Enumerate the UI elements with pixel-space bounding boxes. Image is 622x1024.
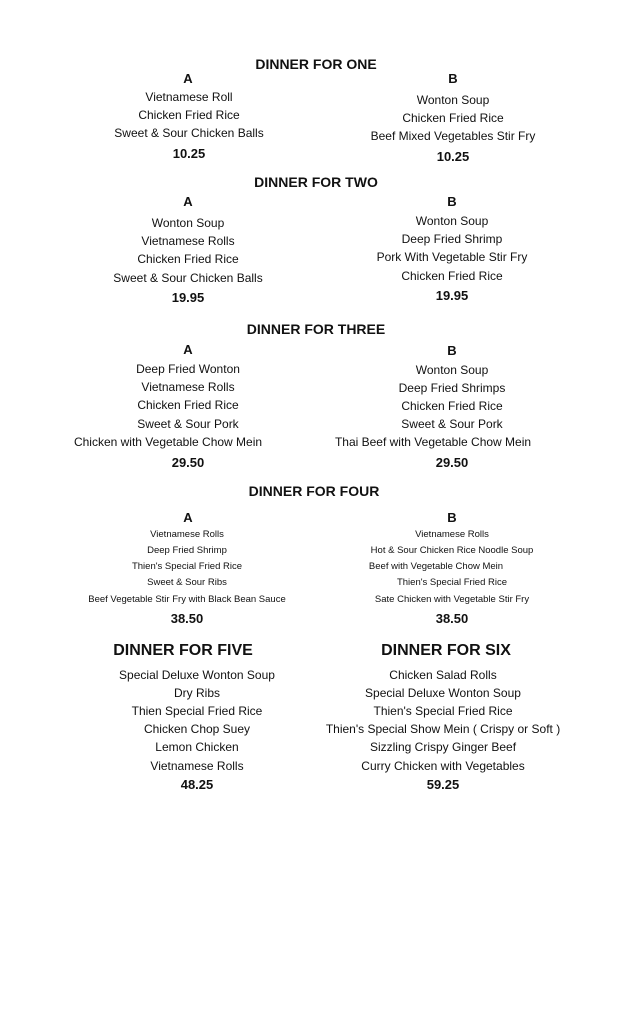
menu-item: Chicken Fried Rice (137, 252, 239, 266)
menu-item: Wonton Soup (415, 214, 489, 228)
menu-item: Thai Beef with Vegetable Chow Mein (334, 435, 532, 449)
menu-item: Wonton Soup (151, 216, 225, 230)
menu-item: Sweet & Sour Chicken Balls (113, 271, 263, 285)
option-label-a: A (183, 194, 193, 209)
menu-item: Chicken Fried Rice (401, 399, 503, 413)
menu-item: Sizzling Crispy Ginger Beef (369, 740, 517, 754)
menu-item: Sweet & Sour Chicken Balls (114, 126, 264, 140)
menu-item: Special Deluxe Wonton Soup (119, 668, 275, 682)
menu-item: Beef Mixed Vegetables Stir Fry (370, 129, 536, 143)
menu-item: Special Deluxe Wonton Soup (365, 686, 521, 700)
menu-item: Chicken Chop Suey (143, 722, 251, 736)
menu-item: Vietnamese Rolls (415, 529, 489, 540)
menu-item: Vietnamese Rolls (150, 759, 244, 773)
menu-item: Beef Vegetable Stir Fry with Black Bean Sauce (88, 594, 286, 605)
menu-item: Chicken Fried Rice (138, 108, 240, 122)
menu-item: Chicken Fried Rice (401, 269, 503, 283)
menu-item: Vietnamese Rolls (141, 380, 235, 394)
menu-item: Sweet & Sour Pork (401, 417, 503, 431)
option-label-b: B (447, 343, 457, 358)
section-title-dinner-for-two: DINNER FOR TWO (254, 174, 378, 190)
menu-item: Chicken with Vegetable Chow Mein (73, 435, 263, 449)
menu-item: Thien's Special Fried Rice (373, 704, 513, 718)
menu-item: Deep Fried Wonton (136, 362, 240, 376)
price: 19.95 (171, 290, 205, 305)
menu-item: Vietnamese Roll (145, 90, 233, 104)
menu-item: Hot & Sour Chicken Rice Noodle Soup (370, 545, 534, 556)
option-label-b: B (447, 194, 457, 209)
menu-item: Chicken Salad Rolls (389, 668, 497, 682)
menu-item: Sate Chicken with Vegetable Stir Fry (374, 594, 530, 605)
menu-item: Thien Special Fried Rice (131, 704, 263, 718)
menu-item: Deep Fried Shrimp (147, 545, 227, 556)
price: 10.25 (172, 146, 206, 161)
option-label-b: B (447, 510, 457, 525)
menu-item: Beef with Vegetable Chow Mein (368, 561, 504, 572)
menu-item: Pork With Vegetable Stir Fry (376, 250, 528, 264)
menu-item: Wonton Soup (415, 363, 489, 377)
menu-item: Vietnamese Rolls (150, 529, 224, 540)
price: 59.25 (426, 777, 460, 792)
section-title-dinner-for-three: DINNER FOR THREE (246, 321, 386, 337)
menu-item: Thien's Special Fried Rice (396, 577, 508, 588)
option-label-a: A (183, 342, 193, 357)
menu-item: Sweet & Sour Pork (137, 417, 239, 431)
menu-item: Sweet & Sour Ribs (147, 577, 227, 588)
section-title-dinner-for-six: DINNER FOR SIX (381, 642, 511, 659)
menu-item: Vietnamese Rolls (141, 234, 235, 248)
menu-item: Chicken Fried Rice (402, 111, 504, 125)
section-title-dinner-for-four: DINNER FOR FOUR (248, 483, 380, 499)
price: 38.50 (435, 611, 469, 626)
menu-item: Deep Fried Shrimp (401, 232, 503, 246)
price: 10.25 (436, 149, 470, 164)
menu-item: Thien's Special Show Mein ( Crispy or Soft ) (325, 722, 561, 736)
section-title-dinner-for-five: DINNER FOR FIVE (113, 642, 253, 659)
option-label-a: A (183, 510, 193, 525)
price: 48.25 (180, 777, 214, 792)
menu-item: Thien's Special Fried Rice (131, 561, 243, 572)
price: 19.95 (435, 288, 469, 303)
menu-item: Curry Chicken with Vegetables (361, 759, 525, 773)
section-title-dinner-for-one: DINNER FOR ONE (255, 56, 377, 72)
menu-item: Lemon Chicken (155, 740, 239, 754)
menu-item: Wonton Soup (416, 93, 490, 107)
price: 29.50 (171, 455, 205, 470)
price: 29.50 (435, 455, 469, 470)
menu-item: Deep Fried Shrimps (398, 381, 506, 395)
option-label-a: A (183, 71, 193, 86)
menu-item: Dry Ribs (173, 686, 221, 700)
menu-item: Chicken Fried Rice (137, 398, 239, 412)
option-label-b: B (448, 71, 458, 86)
price: 38.50 (170, 611, 204, 626)
